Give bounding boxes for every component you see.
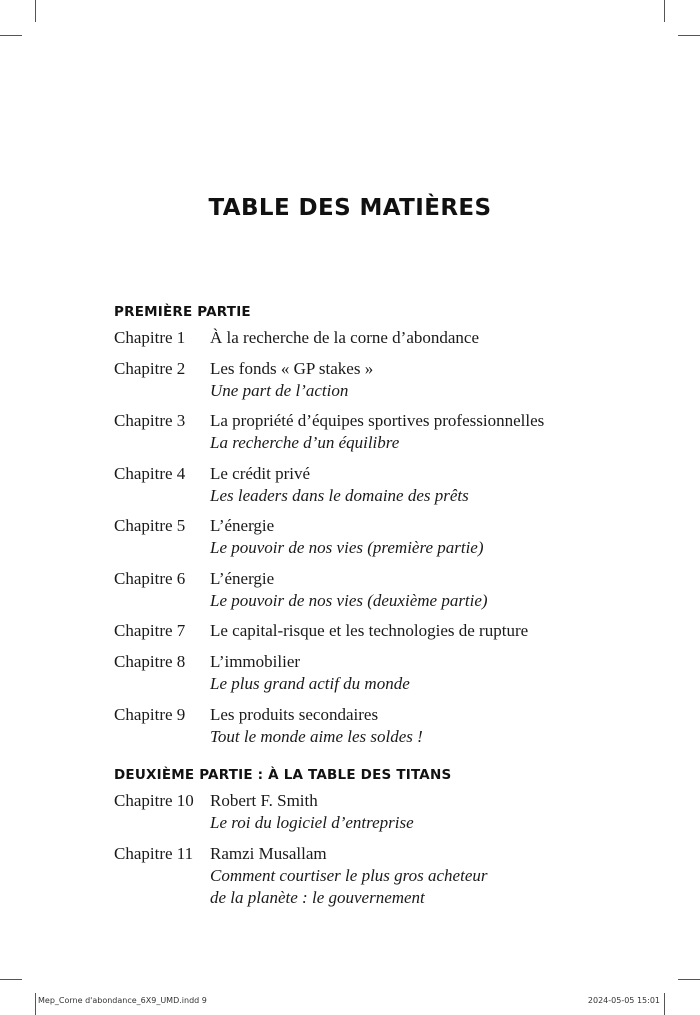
- crop-mark: [35, 0, 36, 22]
- print-slug-timestamp: 2024-05-05 15:01: [587, 996, 660, 1005]
- print-slug-filename: Mep_Corne d'abondance_6X9_UMD.indd 9: [38, 996, 207, 1005]
- chapter-title: L’immobilier: [210, 652, 301, 671]
- chapter-label: Chapitre 4: [114, 464, 186, 483]
- chapter-label: Chapitre 9: [114, 705, 186, 724]
- chapter-title: À la recherche de la corne d’abondance: [210, 328, 480, 347]
- chapter-title: Les produits secondaires: [210, 705, 379, 724]
- chapter-subtitle: Le plus grand actif du monde: [210, 674, 410, 693]
- crop-mark: [35, 993, 36, 1015]
- chapter-label: Chapitre 8: [114, 652, 186, 671]
- chapter-label: Chapitre 1: [114, 328, 186, 347]
- crop-mark: [664, 993, 665, 1015]
- chapter-subtitle: Le pouvoir de nos vies (deuxième partie): [210, 591, 488, 610]
- chapter-title: Ramzi Musallam: [210, 844, 327, 863]
- part-heading: PREMIÈRE PARTIE: [114, 304, 251, 320]
- chapter-title: La propriété d’équipes sportives professionnelles: [210, 411, 545, 430]
- chapter-subtitle: Le pouvoir de nos vies (première partie): [210, 538, 484, 557]
- chapter-label: Chapitre 3: [114, 411, 186, 430]
- chapter-title: Le capital-risque et les technologies de rupture: [210, 621, 529, 640]
- chapter-label: Chapitre 10: [114, 791, 194, 810]
- chapter-title: L’énergie: [210, 569, 275, 588]
- chapter-subtitle: La recherche d’un équilibre: [210, 433, 400, 452]
- chapter-label: Chapitre 5: [114, 516, 186, 535]
- crop-mark: [678, 979, 700, 980]
- chapter-title: Robert F. Smith: [210, 791, 318, 810]
- crop-mark: [664, 0, 665, 22]
- chapter-label: Chapitre 6: [114, 569, 186, 588]
- chapter-subtitle: Une part de l’action: [210, 381, 349, 400]
- chapter-subtitle: Comment courtiser le plus gros acheteur: [210, 866, 488, 885]
- chapter-subtitle-line2: de la planète : le gouvernement: [210, 888, 425, 907]
- crop-mark: [0, 979, 22, 980]
- chapter-title: Le crédit privé: [210, 464, 311, 483]
- page-title: TABLE DES MATIÈRES: [208, 195, 492, 221]
- crop-mark: [0, 35, 22, 36]
- chapter-title: L’énergie: [210, 516, 275, 535]
- crop-mark: [678, 35, 700, 36]
- chapter-subtitle: Les leaders dans le domaine des prêts: [210, 486, 469, 505]
- chapter-label: Chapitre 2: [114, 359, 186, 378]
- chapter-subtitle: Le roi du logiciel d’entreprise: [210, 813, 414, 832]
- part-heading: DEUXIÈME PARTIE : À LA TABLE DES TITANS: [114, 767, 452, 783]
- chapter-subtitle: Tout le monde aime les soldes !: [210, 727, 423, 746]
- chapter-title: Les fonds « GP stakes »: [210, 359, 374, 378]
- chapter-label: Chapitre 7: [114, 621, 186, 640]
- chapter-label: Chapitre 11: [114, 844, 194, 863]
